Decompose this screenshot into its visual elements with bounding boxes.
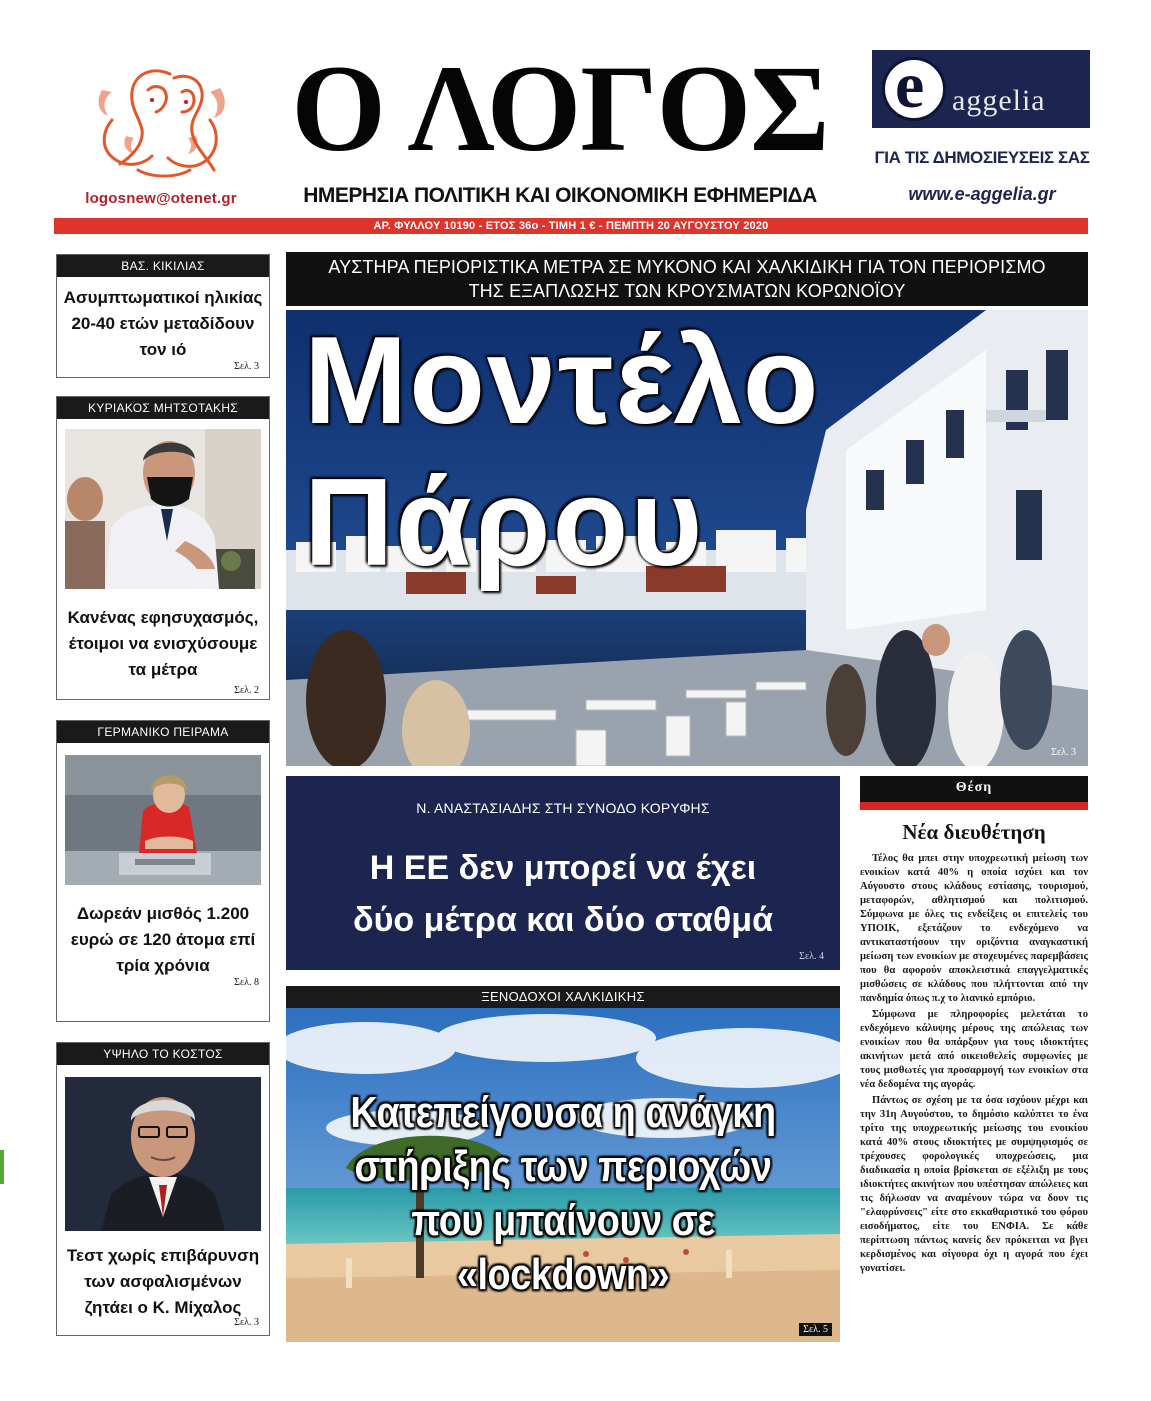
sidebar-story-1[interactable] [56, 254, 270, 378]
michalos-photo [65, 1077, 261, 1231]
story-tag: ΓΕΡΜΑΝΙΚΟ ΠΕΙΡΑΜΑ [57, 721, 269, 743]
opinion-paragraph: Σύμφωνα με πληροφορίες μελετάται το ενδεχόμενο κάλυψης μέρους της απώλειας των ενοικίων που θα υπάρξουν για τους ιδιοκτήτες ακινήτων μετά από οικειοθελείς συμφωνίες με τους μισθωτές για προσαρμογή των ενοικίων στα νέα δεδομένα της αγοράς. [860, 1009, 1088, 1090]
story-headline[interactable]: Τεστ χωρίς επιβάρυνση των ασφαλισμένων ζητάει ο Κ. Μίχαλος [66, 1246, 260, 1317]
sidebar-story-2[interactable] [56, 396, 270, 700]
opinion-body [860, 852, 1088, 1278]
mitsotakis-photo [65, 429, 261, 589]
eaggelia-ad-logo [872, 50, 1090, 128]
e-circle-icon: e [882, 57, 946, 121]
lead-headline: Μοντέλο Πάρου [304, 312, 821, 592]
eu-story-page-ref: Σελ. 4 [799, 951, 824, 962]
opinion-title: Νέα διευθέτηση [902, 820, 1046, 844]
logo-email: logosnew@otenet.gr [85, 190, 237, 207]
opinion-section-bar [860, 776, 1088, 802]
eu-story-kicker: Ν. ΑΝΑΣΤΑΣΙΑΔΗΣ ΣΤΗ ΣΥΝΟΔΟ ΚΟΡΥΦΗΣ [416, 800, 710, 816]
story-tag: ΒΑΣ. ΚΙΚΙΛΙΑΣ [57, 255, 269, 277]
sidebar-story-4[interactable] [56, 1042, 270, 1336]
story-headline[interactable]: Δωρεάν μισθός 1.200 ευρώ σε 120 άτομα επί τρία χρόνια [70, 904, 256, 975]
opinion-paragraph: Τέλος θα μπει στην υποχρεωτική μείωση των ενοικίων κατά 40% η οποία ισχύει και τον Αύγουστο στους κλάδους εστίασης, τουρισμού, μεταφορών, αθλητισμού και πολιτισμού. Σύμφωνα με όλες τις ενδείξεις οι επιτελείς του ΥΠΟΙΚ, εξετάζουν το ενδεχόμενο να αντικαταστήσουν την οριζόντια αναγκαστική μείωση των ενοικίων με στοχευμένες παρεμβάσεις που θα αφορούν αποκλειστικά επαγγελματικές μισθώσεις σε κλάδους που πλήττονται από την πανδημία όπως π.χ το λιανικό εμπόριο. [860, 853, 1088, 1004]
eu-story[interactable] [286, 776, 840, 970]
eaggelia-url: www.e-aggelia.gr [908, 184, 1056, 204]
lead-page-ref: Σελ. 3 [1051, 747, 1076, 758]
hotel-story-page-ref: Σελ. 5 [799, 1323, 832, 1336]
scan-edge-mark [0, 1150, 4, 1184]
eaggelia-word: aggelia [952, 84, 1046, 117]
opinion-section-label: Θέση [955, 780, 993, 795]
issue-info: ΑΡ. ΦΥΛΛΟΥ 10190 - ΕΤΟΣ 36ο - ΤΙΜΗ 1 € - ΠΕΜΠΤΗ 20 ΑΥΓΟΥΣΤΟΥ 2020 [373, 220, 769, 232]
hotel-story-headline: Κατεπείγουσα η ανάγκη στήριξης των περιοχών που μπαίνουν σε «lockdown» [350, 1088, 776, 1299]
lead-kicker: ΑΥΣΤΗΡΑ ΠΕΡΙΟΡΙΣΤΙΚΑ ΜΕΤΡΑ ΣΕ ΜΥΚΟΝΟ ΚΑΙ ΧΑΛΚΙΔΙΚΗ ΓΙΑ ΤΟΝ ΠΕΡΙΟΡΙΣΜΟ ΤΗΣ ΕΞΑΠΛΩΣΗΣ ΤΩΝ ΚΡΟΥΣΜΑΤΩΝ ΚΟΡΩΝΟΪΟΥ [286, 252, 1088, 306]
lead-story-photo[interactable] [286, 310, 1088, 766]
story-headline[interactable]: Κανένας εφησυχασμός, έτοιμοι να ενισχύσουμε τα μέτρα [67, 608, 259, 679]
logo-women-illustration [82, 60, 240, 188]
story-headline[interactable]: Ασυμπτωματικοί ηλικίας 20-40 ετών μεταδίδουν τον ιό [63, 288, 263, 359]
sidebar-story-3[interactable] [56, 720, 270, 1022]
hotel-story-tag: ΞΕΝΟΔΟΧΟΙ ΧΑΛΚΙΔΙΚΗΣ [286, 986, 840, 1008]
story-tag: ΚΥΡΙΑΚΟΣ ΜΗΤΣΟΤΑΚΗΣ [57, 397, 269, 419]
eu-story-headline[interactable]: Η ΕΕ δεν μπορεί να έχει δύο μέτρα και δύο σταθμά [352, 849, 774, 939]
story-page-ref: Σελ. 2 [234, 685, 259, 696]
eaggelia-tagline: ΓΙΑ ΤΙΣ ΔΗΜΟΣΙΕΥΣΕΙΣ ΣΑΣ [874, 148, 1090, 167]
story-page-ref: Σελ. 3 [234, 1317, 259, 1328]
merkel-photo [65, 755, 261, 885]
newspaper-subtitle: ΗΜΕΡΗΣΙΑ ΠΟΛΙΤΙΚΗ ΚΑΙ ΟΙΚΟΝΟΜΙΚΗ ΕΦΗΜΕΡΙΔΑ [303, 184, 817, 207]
story-tag: ΥΨΗΛΟ ΤΟ ΚΟΣΤΟΣ [57, 1043, 269, 1065]
newspaper-title: Ο ΛΟΓΟΣ [291, 40, 829, 177]
opinion-paragraph: Πάντως σε σχέση με τα όσα ισχύουν μέχρι και την 31η Αυγούστου, το δημόσιο καλύπτει το ένα τρίτο της υποχρεωτικής μείωσης του ενοικίου κατά 40% στους ιδιοκτήτες με συμψηφισμός σε τρέχουσες φορολογικές υποχρεώσεις, μια διαδικασία η οποία βρίσκεται σε εξέλιξη με τους ιδιοκτήτες ακινήτων που υπέστησαν απώλειες και τις δήλωσαν να αναμένουν τώρα να δουν τις "ελαφρύνσεις" είτε στο εκκαθαριστικό του φόρου εισοδήματος, είτε του ΕΝΦΙΑ. Σε κάθε περίπτωση πάντως κανείς δεν πρόκειται να βγει κερδισμένος και σίγουρα όχι η αγορά που έχει γονατίσει. [860, 1095, 1088, 1274]
story-page-ref: Σελ. 8 [234, 977, 259, 988]
opinion-red-rule [860, 802, 1088, 810]
issue-bar [54, 218, 1088, 234]
hotel-story-photo[interactable] [286, 1008, 840, 1342]
story-page-ref: Σελ. 3 [234, 361, 259, 372]
